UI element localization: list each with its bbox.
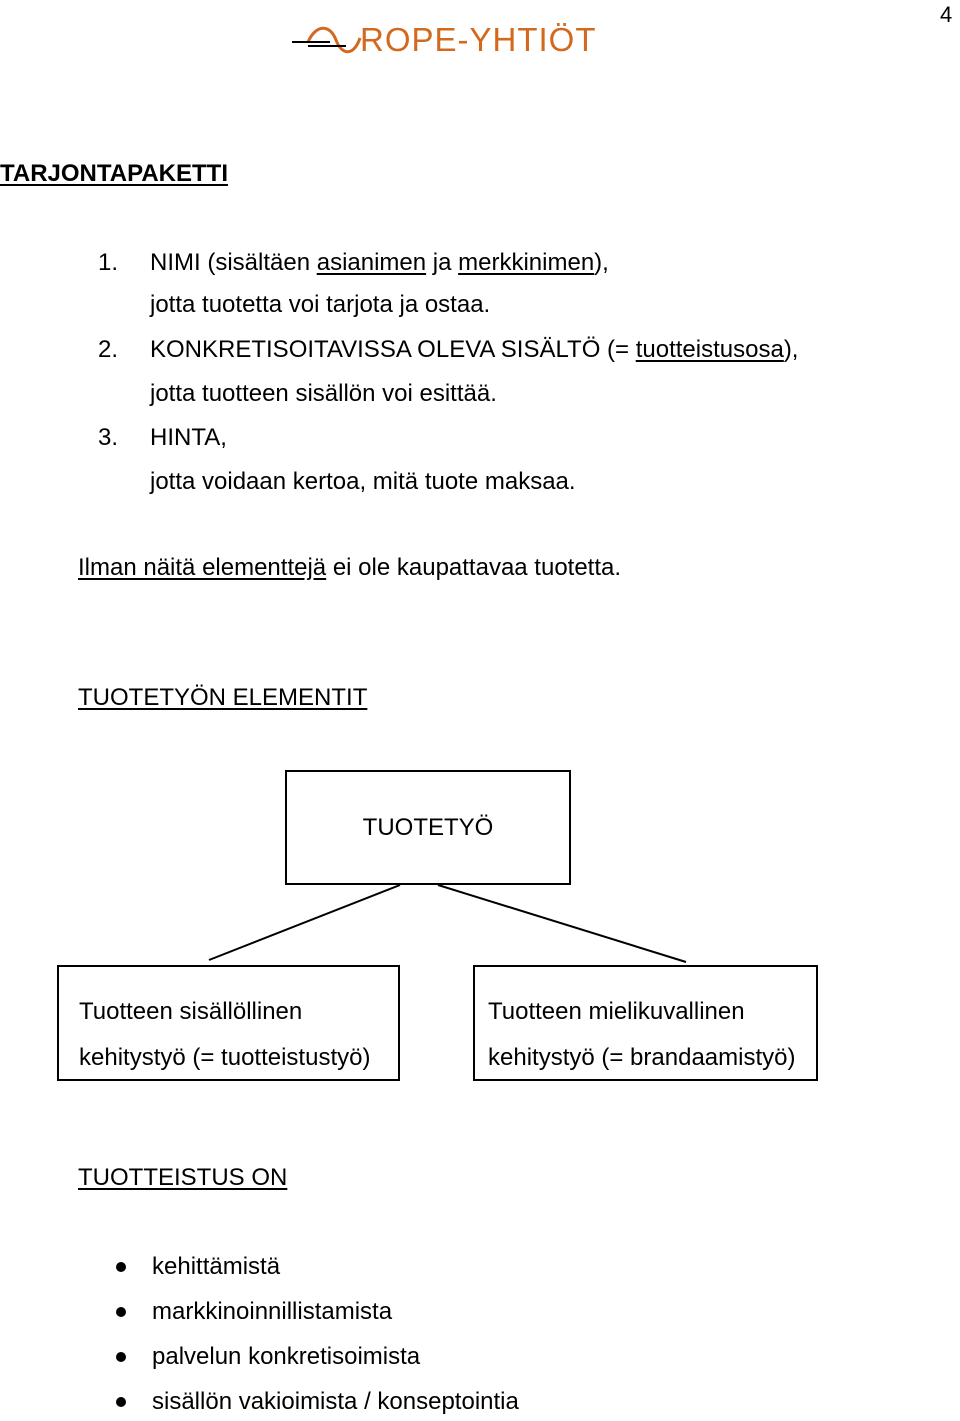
bullet-icon (116, 1307, 126, 1317)
section-title: TUOTETYÖN ELEMENTIT (78, 684, 368, 711)
page-heading: TARJONTAPAKETTI (0, 160, 228, 187)
list-number-1: 1. (98, 249, 119, 276)
bullet-icon (116, 1352, 126, 1362)
diagram-left-line-1: Tuotteen sisällöllinen (79, 998, 303, 1025)
summary-underlined: Ilman näitä elementtejä (78, 554, 327, 581)
link-tuotteistusosa: tuotteistusosa (635, 336, 784, 363)
rope-yhtiot-logo (290, 16, 610, 62)
list-number-3: 3. (98, 424, 119, 451)
summary-sentence: Ilman näitä elementtejä ei ole kaupattavaa tuotetta. (78, 554, 622, 581)
diagram-top-box (285, 770, 571, 885)
bullet-item-2: markkinoinnillistamista (152, 1298, 393, 1325)
diagram-left-box (57, 965, 400, 1081)
diagram-right-line-1: Tuotteen mielikuvallinen (488, 998, 745, 1025)
list-number-2: 2. (98, 336, 119, 363)
list-item-3: HINTA, (150, 424, 227, 451)
bullet-item-3: palvelun konkretisoimista (152, 1343, 421, 1370)
bullet-item-1: kehittämistä (152, 1253, 281, 1280)
list-item-2-continuation: jotta tuotteen sisällön voi esittää. (150, 380, 497, 407)
list-item-2: KONKRETISOITAVISSA OLEVA SISÄLTÖ (= tuotteistusosa), (150, 336, 799, 363)
link-asianimen: asianimen (316, 249, 427, 276)
link-merkkinimen: merkkinimen (458, 249, 595, 276)
list-item-3-continuation: jotta voidaan kertoa, mitä tuote maksaa. (150, 468, 576, 495)
bullet-icon (116, 1397, 126, 1407)
logo-wave-icon (290, 16, 610, 62)
diagram-right-box (473, 965, 818, 1081)
diagram-left-line-2: kehitystyö (= tuotteistustyö) (79, 1044, 371, 1071)
bullet-item-4: sisällön vakioimista / konseptointia (152, 1388, 519, 1415)
list-item-1: NIMI (sisältäen asianimen ja merkkinimen), (150, 249, 609, 276)
diagram-top-label: TUOTETYÖ (362, 813, 494, 841)
bullets-title: TUOTTEISTUS ON (78, 1164, 288, 1191)
bullet-icon (116, 1262, 126, 1272)
diagram-right-line-2: kehitystyö (= brandaamistyö) (488, 1044, 796, 1071)
list-item-1-continuation: jotta tuotetta voi tarjota ja ostaa. (150, 291, 491, 318)
logo-text: ROPE-YHTIÖT (360, 21, 597, 58)
page-number: 4 (940, 2, 953, 27)
